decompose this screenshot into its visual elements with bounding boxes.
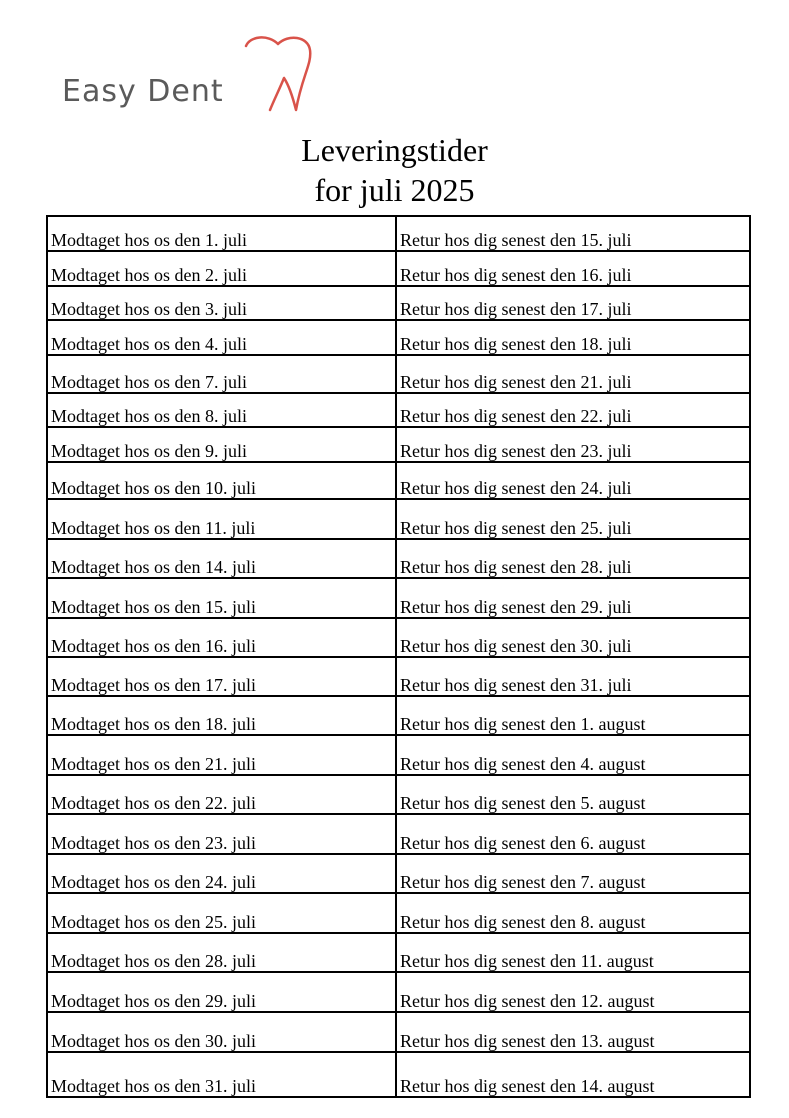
return-date-cell: Retur hos dig senest den 30. juli (396, 618, 750, 657)
table-row (47, 499, 750, 539)
delivery-schedule-table (46, 215, 751, 1098)
table-row (47, 1012, 750, 1052)
received-date-cell: Modtaget hos os den 15. juli (47, 578, 396, 618)
table-row (47, 1052, 750, 1097)
received-date-cell: Modtaget hos os den 24. juli (47, 854, 396, 893)
return-date-cell: Retur hos dig senest den 12. august (396, 972, 750, 1012)
received-date-cell: Modtaget hos os den 29. juli (47, 972, 396, 1012)
return-date-cell: Retur hos dig senest den 11. august (396, 933, 750, 972)
table-row (47, 814, 750, 854)
title-line-1: Leveringstider (301, 132, 488, 168)
table-row (47, 427, 750, 462)
tooth-icon (240, 34, 320, 114)
table-row (47, 320, 750, 355)
received-date-cell: Modtaget hos os den 25. juli (47, 893, 396, 933)
logo-text: Easy Dent (62, 74, 224, 109)
return-date-cell: Retur hos dig senest den 18. juli (396, 320, 750, 355)
table-row (47, 578, 750, 618)
table-row (47, 618, 750, 657)
received-date-cell: Modtaget hos os den 3. juli (47, 286, 396, 320)
received-date-cell: Modtaget hos os den 30. juli (47, 1012, 396, 1052)
return-date-cell: Retur hos dig senest den 14. august (396, 1052, 750, 1097)
return-date-cell: Retur hos dig senest den 16. juli (396, 251, 750, 286)
received-date-cell: Modtaget hos os den 2. juli (47, 251, 396, 286)
return-date-cell: Retur hos dig senest den 4. august (396, 735, 750, 775)
received-date-cell: Modtaget hos os den 10. juli (47, 462, 396, 499)
table-row (47, 893, 750, 933)
return-date-cell: Retur hos dig senest den 8. august (396, 893, 750, 933)
return-date-cell: Retur hos dig senest den 1. august (396, 696, 750, 735)
return-date-cell: Retur hos dig senest den 15. juli (396, 216, 750, 251)
table-row (47, 462, 750, 499)
received-date-cell: Modtaget hos os den 1. juli (47, 216, 396, 251)
page-title (0, 130, 789, 210)
received-date-cell: Modtaget hos os den 31. juli (47, 1052, 396, 1097)
return-date-cell: Retur hos dig senest den 17. juli (396, 286, 750, 320)
return-date-cell: Retur hos dig senest den 29. juli (396, 578, 750, 618)
received-date-cell: Modtaget hos os den 21. juli (47, 735, 396, 775)
received-date-cell: Modtaget hos os den 17. juli (47, 657, 396, 696)
received-date-cell: Modtaget hos os den 7. juli (47, 355, 396, 393)
return-date-cell: Retur hos dig senest den 23. juli (396, 427, 750, 462)
return-date-cell: Retur hos dig senest den 6. august (396, 814, 750, 854)
table-row (47, 735, 750, 775)
received-date-cell: Modtaget hos os den 23. juli (47, 814, 396, 854)
received-date-cell: Modtaget hos os den 28. juli (47, 933, 396, 972)
return-date-cell: Retur hos dig senest den 21. juli (396, 355, 750, 393)
received-date-cell: Modtaget hos os den 22. juli (47, 775, 396, 814)
title-line-2: for juli 2025 (314, 172, 475, 208)
return-date-cell: Retur hos dig senest den 5. august (396, 775, 750, 814)
return-date-cell: Retur hos dig senest den 22. juli (396, 393, 750, 427)
table-row (47, 696, 750, 735)
table-row (47, 972, 750, 1012)
table-row (47, 393, 750, 427)
return-date-cell: Retur hos dig senest den 13. august (396, 1012, 750, 1052)
received-date-cell: Modtaget hos os den 8. juli (47, 393, 396, 427)
return-date-cell: Retur hos dig senest den 24. juli (396, 462, 750, 499)
table-row (47, 657, 750, 696)
table-row (47, 286, 750, 320)
received-date-cell: Modtaget hos os den 14. juli (47, 539, 396, 578)
return-date-cell: Retur hos dig senest den 28. juli (396, 539, 750, 578)
table-row (47, 355, 750, 393)
received-date-cell: Modtaget hos os den 16. juli (47, 618, 396, 657)
received-date-cell: Modtaget hos os den 11. juli (47, 499, 396, 539)
received-date-cell: Modtaget hos os den 18. juli (47, 696, 396, 735)
table-row (47, 539, 750, 578)
received-date-cell: Modtaget hos os den 9. juli (47, 427, 396, 462)
return-date-cell: Retur hos dig senest den 25. juli (396, 499, 750, 539)
logo (62, 34, 322, 120)
table-row (47, 251, 750, 286)
received-date-cell: Modtaget hos os den 4. juli (47, 320, 396, 355)
table-row (47, 933, 750, 972)
table-row (47, 216, 750, 251)
table-row (47, 854, 750, 893)
table-row (47, 775, 750, 814)
return-date-cell: Retur hos dig senest den 7. august (396, 854, 750, 893)
return-date-cell: Retur hos dig senest den 31. juli (396, 657, 750, 696)
